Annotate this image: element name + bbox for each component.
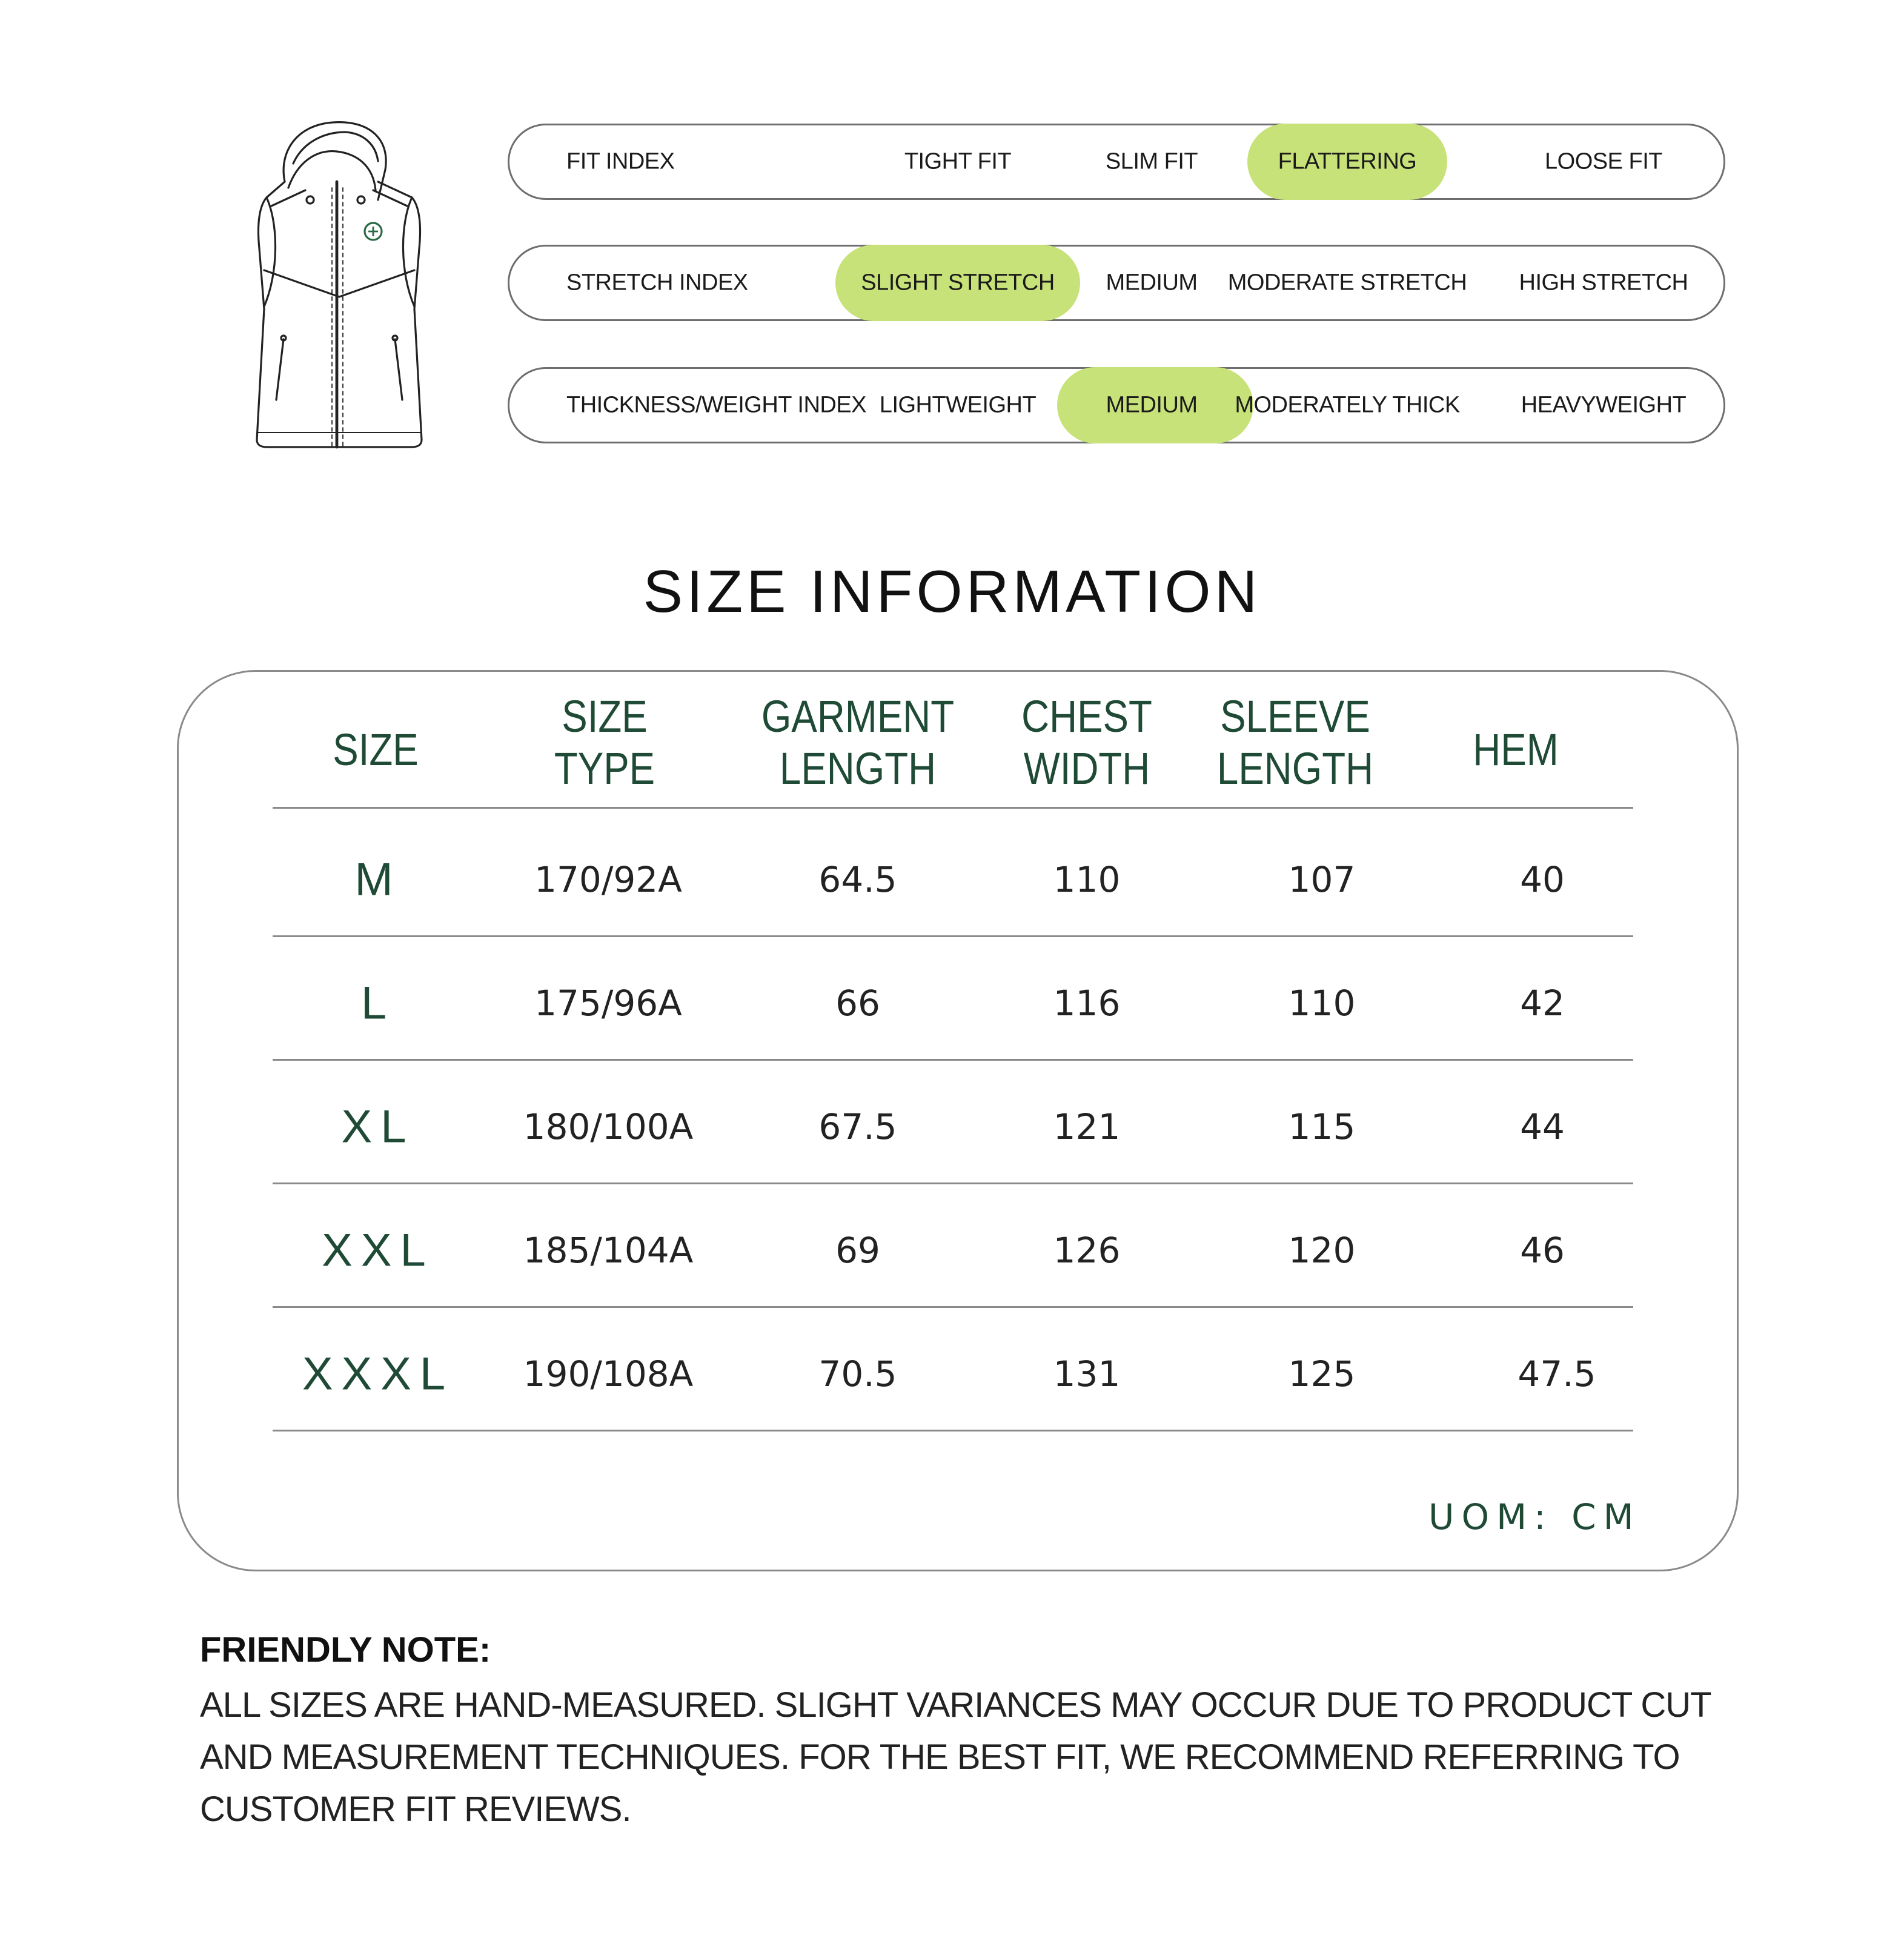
table-cell-garment-length: 69 xyxy=(835,1230,880,1271)
header-size: SIZE xyxy=(333,725,419,775)
hooded-vest-illustration-icon xyxy=(230,115,460,491)
fit-option-flattering[interactable]: FLATTERING xyxy=(1278,148,1417,174)
thickness-option-medium[interactable]: MEDIUM xyxy=(1106,392,1198,418)
table-cell-garment-length: 66 xyxy=(835,983,880,1024)
fit-index-row xyxy=(508,124,1725,200)
table-cell-size: XXXL xyxy=(302,1348,454,1400)
table-cell-size: M xyxy=(354,854,402,906)
table-cell-size-type: 190/108A xyxy=(523,1353,694,1395)
table-cell-sleeve-length: 120 xyxy=(1288,1230,1356,1271)
table-cell-sleeve-length: 115 xyxy=(1288,1106,1356,1147)
table-cell-chest-width: 126 xyxy=(1053,1230,1121,1271)
stretch-index-row xyxy=(508,245,1725,321)
stretch-option-moderate[interactable]: MODERATE STRETCH xyxy=(1227,270,1467,296)
table-cell-hem: 42 xyxy=(1520,983,1565,1024)
stretch-option-medium[interactable]: MEDIUM xyxy=(1106,270,1198,296)
table-cell-chest-width: 121 xyxy=(1053,1106,1121,1147)
table-divider xyxy=(273,1430,1633,1431)
table-divider xyxy=(273,935,1633,937)
table-cell-garment-length: 70.5 xyxy=(818,1353,897,1395)
thickness-index-row xyxy=(508,367,1725,443)
table-cell-chest-width: 110 xyxy=(1053,859,1121,900)
table-cell-size: XXL xyxy=(322,1224,434,1276)
friendly-note-body: ALL SIZES ARE HAND-MEASURED. SLIGHT VARIANCES MAY OCCUR DUE TO PRODUCT CUT AND MEASUREMENT TECHNIQUES. FOR THE BEST FIT, WE RECOMMEND REFERRING TO CUSTOMER FIT REVIEWS. xyxy=(200,1685,1711,1829)
table-cell-hem: 44 xyxy=(1520,1106,1565,1147)
header-size-type: SIZE TYPE xyxy=(554,691,655,794)
fit-option-tight[interactable]: TIGHT FIT xyxy=(904,148,1012,174)
header-garment-length: GARMENT LENGTH xyxy=(761,691,955,794)
header-hem: HEM xyxy=(1473,725,1559,775)
table-cell-sleeve-length: 110 xyxy=(1288,983,1356,1024)
stretch-option-high[interactable]: HIGH STRETCH xyxy=(1519,270,1688,296)
fit-index-label: FIT INDEX xyxy=(566,148,675,174)
table-cell-hem: 47.5 xyxy=(1518,1353,1596,1395)
stretch-index-label: STRETCH INDEX xyxy=(566,270,748,296)
unit-of-measure: UOM: CM xyxy=(1428,1496,1641,1537)
table-cell-size-type: 180/100A xyxy=(523,1106,694,1147)
table-divider xyxy=(273,1059,1633,1061)
table-cell-hem: 40 xyxy=(1520,859,1565,900)
table-cell-chest-width: 131 xyxy=(1053,1353,1121,1395)
table-cell-chest-width: 116 xyxy=(1053,983,1121,1024)
table-divider xyxy=(273,807,1633,809)
thickness-option-moderately-thick[interactable]: MODERATELY THICK xyxy=(1235,392,1460,418)
table-divider xyxy=(273,1182,1633,1184)
thickness-index-label: THICKNESS/WEIGHT INDEX xyxy=(566,392,867,418)
header-chest-width: CHEST WIDTH xyxy=(1021,691,1152,794)
table-cell-sleeve-length: 107 xyxy=(1288,859,1356,900)
table-cell-hem: 46 xyxy=(1520,1230,1565,1271)
table-cell-garment-length: 67.5 xyxy=(818,1106,897,1147)
header-sleeve-length: SLEEVE LENGTH xyxy=(1216,691,1374,794)
stretch-option-slight[interactable]: SLIGHT STRETCH xyxy=(861,270,1055,296)
table-divider xyxy=(273,1306,1633,1308)
table-cell-size-type: 185/104A xyxy=(523,1230,694,1271)
table-cell-garment-length: 64.5 xyxy=(818,859,897,900)
friendly-note-title: FRIENDLY NOTE: xyxy=(200,1630,491,1670)
fit-option-slim[interactable]: SLIM FIT xyxy=(1105,148,1198,174)
thickness-option-lightweight[interactable]: LIGHTWEIGHT xyxy=(879,392,1037,418)
fit-option-loose[interactable]: LOOSE FIT xyxy=(1545,148,1662,174)
table-cell-size: L xyxy=(360,977,396,1029)
table-cell-sleeve-length: 125 xyxy=(1288,1353,1356,1395)
table-cell-size-type: 170/92A xyxy=(534,859,682,900)
table-cell-size-type: 175/96A xyxy=(534,983,682,1024)
thickness-option-heavyweight[interactable]: HEAVYWEIGHT xyxy=(1521,392,1687,418)
size-information-title: SIZE INFORMATION xyxy=(643,558,1261,625)
table-cell-size: XL xyxy=(341,1101,415,1153)
